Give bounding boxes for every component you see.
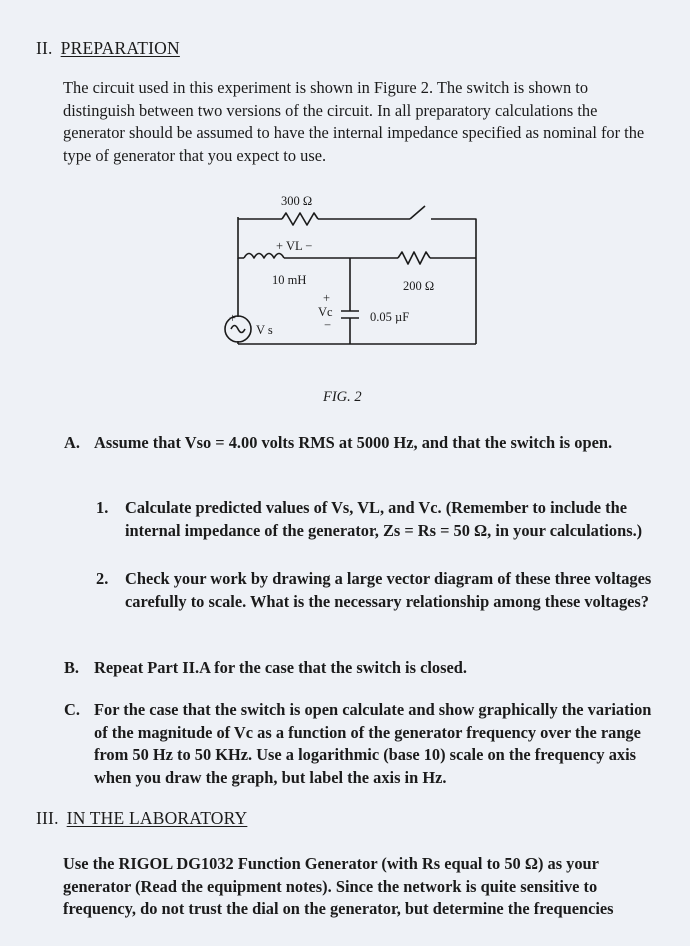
- label-vc-minus: −: [324, 318, 332, 332]
- item-a1-label: 1.: [96, 498, 109, 517]
- label-10-mh: 10 mH: [272, 273, 307, 287]
- item-a1-text: Calculate predicted values of Vs, VL, and Vc. (Remember to include the internal impedance of the generator, Zs = Rs = 50 Ω, in your calculations.): [125, 498, 643, 540]
- resistor-300-symbol: [282, 213, 318, 225]
- item-a1: [96, 497, 658, 565]
- inductor-10mh-symbol: [244, 254, 284, 259]
- label-vc: Vc: [318, 305, 333, 319]
- capacitor-005-symbol: [341, 311, 359, 318]
- label-vs: V s: [256, 323, 273, 337]
- item-a-text: Assume that Vso = 4.00 volts RMS at 5000 Hz, and that the switch is open.: [94, 433, 613, 452]
- label-vl: + VL −: [276, 239, 313, 253]
- section-title-lab: IN THE LABORATORY: [66, 808, 248, 828]
- item-b: [64, 657, 654, 680]
- intro-paragraph: The circuit used in this experiment is shown in Figure 2. The switch is shown to distinguish between two versions of the circuit. In all preparatory calculations the generator should be assumed to have the internal impedance specified as nominal for the type of generator that you expect to use.: [63, 78, 645, 165]
- item-c-text: [94, 699, 658, 789]
- label-200-ohm: 200 Ω: [403, 279, 435, 293]
- lab-paragraph: Use the RIGOL DG1032 Function Generator (with Rs equal to 50 Ω) as your generator (Read the equipment notes). Since the network is quite sensitive to frequency, do not trust the dial on the generator, but determine the frequencies: [63, 854, 614, 918]
- item-b-text: Repeat Part II.A for the case that the switch is closed.: [94, 658, 467, 677]
- item-a2-label: 2.: [96, 569, 109, 588]
- item-c-emphasis: magnitude of Vc: [137, 722, 254, 742]
- label-005-uf: 0.05 µF: [370, 310, 410, 324]
- wire-left-upper: [238, 219, 244, 258]
- figure-caption: FIG. 2: [323, 389, 362, 405]
- label-vc-plus: +: [323, 291, 331, 305]
- section-title: PREPARATION: [60, 38, 180, 58]
- item-a: [64, 432, 654, 478]
- section-number: II.: [36, 38, 53, 58]
- section-number-lab: III.: [36, 808, 59, 828]
- wire-top-left: [238, 217, 282, 219]
- source-wave: [231, 326, 245, 333]
- switch-symbol: [410, 206, 425, 219]
- item-b-label: B.: [64, 658, 80, 677]
- item-c-text-after: as a function of the generator frequency over the range from 50 Hz to 50 KHz. Use a logarithmic (base 10) scale on the frequency axis when you draw the graph, but label the axis in Hz.: [94, 722, 641, 787]
- item-a2: [96, 568, 658, 636]
- item-c: [64, 699, 658, 789]
- wire-top-right: [431, 219, 476, 344]
- source-plus-mark: +: [229, 311, 237, 325]
- circuit-diagram: [0, 0, 690, 420]
- item-c-text-before: For the case that the switch is open calculate and show graphically the variation of the: [94, 700, 652, 742]
- label-300-ohm: 300 Ω: [281, 194, 313, 208]
- resistor-200-symbol: [398, 252, 430, 264]
- item-a-label: A.: [64, 433, 80, 452]
- section-heading-laboratory: [36, 808, 247, 829]
- item-c-label: C.: [64, 700, 80, 719]
- item-a2-text: Check your work by drawing a large vector diagram of these three voltages carefully to scale. What is the necessary relationship among these voltages?: [125, 569, 652, 611]
